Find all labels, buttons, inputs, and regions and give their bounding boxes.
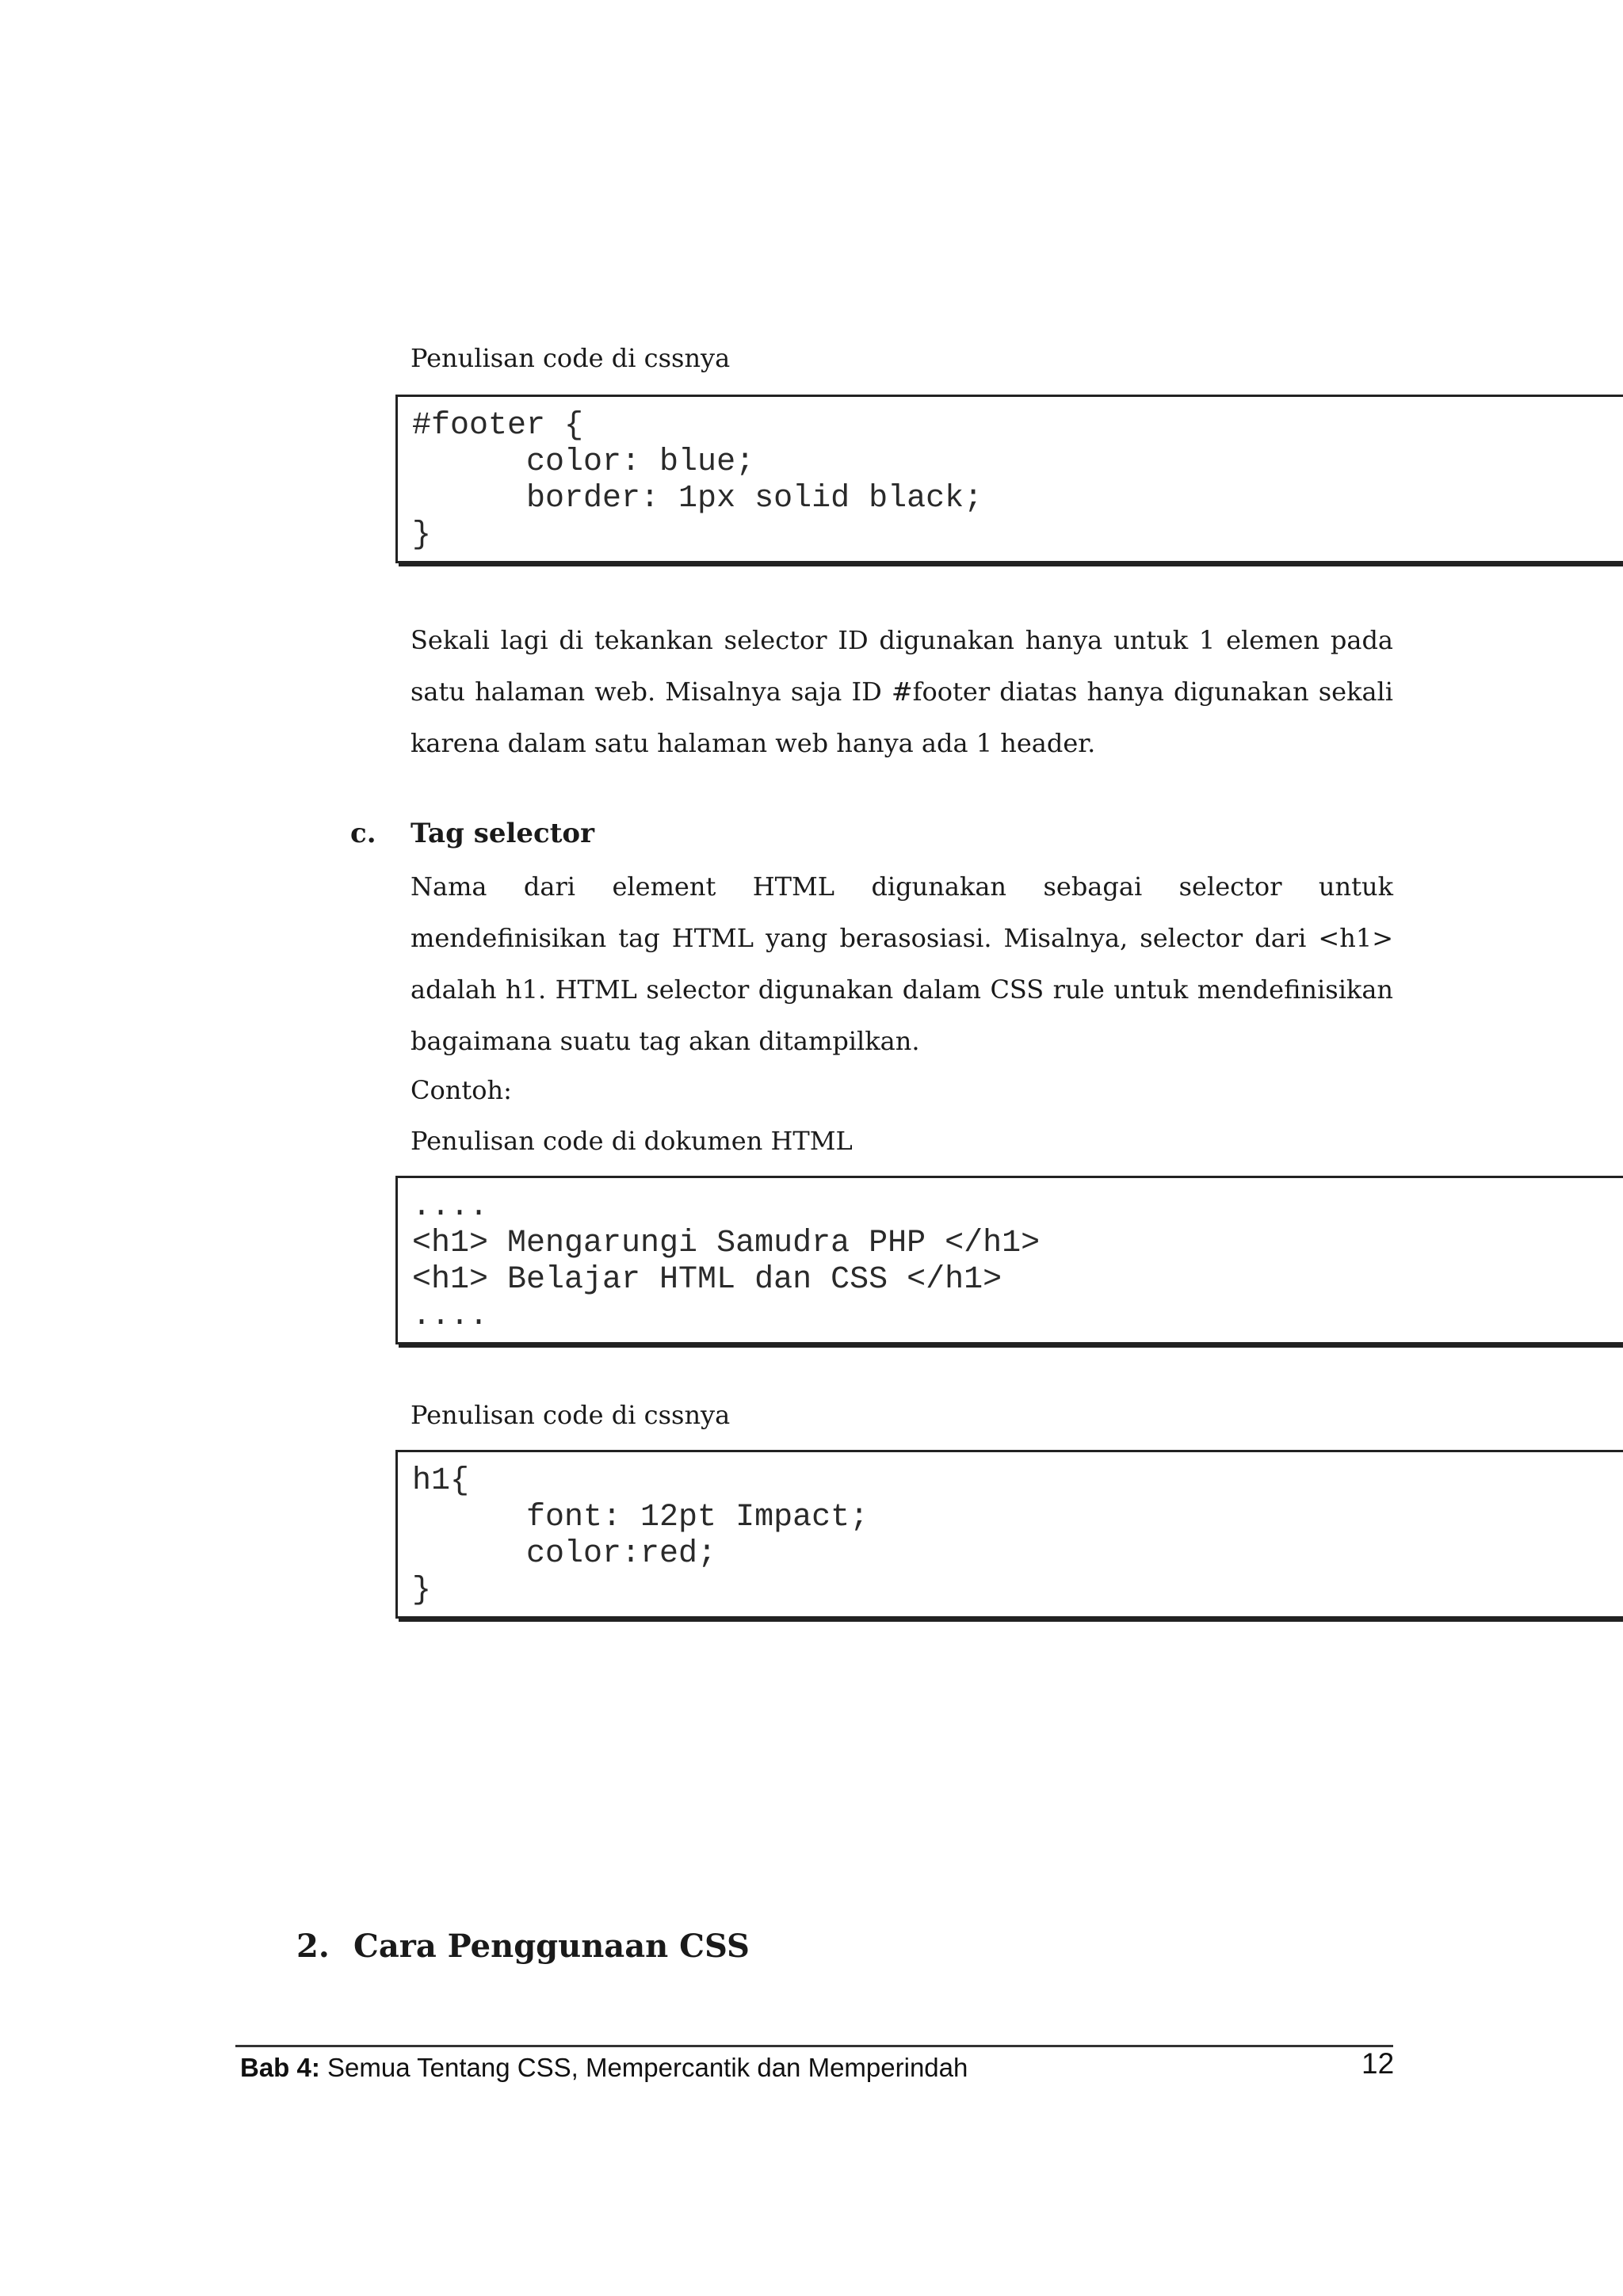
html-code-label: Penulisan code di dokumen HTML [411, 1126, 853, 1156]
footer-chapter-title: Semua Tentang CSS, Mempercantik dan Memperindah [319, 2053, 968, 2082]
css-code-label-h1: Penulisan code di cssnya [411, 1400, 731, 1430]
section-c-title: Tag selector [411, 818, 595, 849]
example-label: Contoh: [411, 1075, 512, 1105]
tag-selector-paragraph: Nama dari element HTML digunakan sebagai selector untuk mendefinisikan tag HTML yang berasosiasi. Misalnya, selector dari <h1> adalah h1. HTML selector digunakan dalam CSS rule untuk mendefinisikan bagaimana suatu tag akan ditampilkan. [411, 871, 1393, 1056]
section-2-number: 2. [296, 1928, 330, 1965]
code-text-footer-css: #footer { color: blue; border: 1px solid black; } [412, 408, 983, 553]
code-text-html: .... <h1> Mengarungi Samudra PHP </h1> <h1> Belajar HTML dan CSS </h1> .... [412, 1189, 1041, 1334]
code-block-footer-css [395, 395, 1623, 563]
section-c-letter: c. [350, 818, 376, 849]
code-text-h1-css: h1{ font: 12pt Impact; color:red; } [412, 1463, 869, 1608]
footer-chapter-label: Bab 4: [240, 2053, 320, 2082]
footer-rule [235, 2045, 1393, 2047]
section-2-title: Cara Penggunaan CSS [353, 1928, 750, 1965]
page-number: 12 [1361, 2047, 1395, 2080]
code-block-html [395, 1176, 1623, 1344]
footer-chapter-line [240, 2052, 968, 2084]
css-code-label-top: Penulisan code di cssnya [411, 343, 731, 373]
id-selector-note: Sekali lagi di tekankan selector ID digunakan hanya untuk 1 elemen pada satu halaman web. Misalnya saja ID #footer diatas hanya digunakan sekali karena dalam satu halaman web hanya ada 1 header. [411, 625, 1393, 758]
code-block-h1-css [395, 1450, 1623, 1619]
